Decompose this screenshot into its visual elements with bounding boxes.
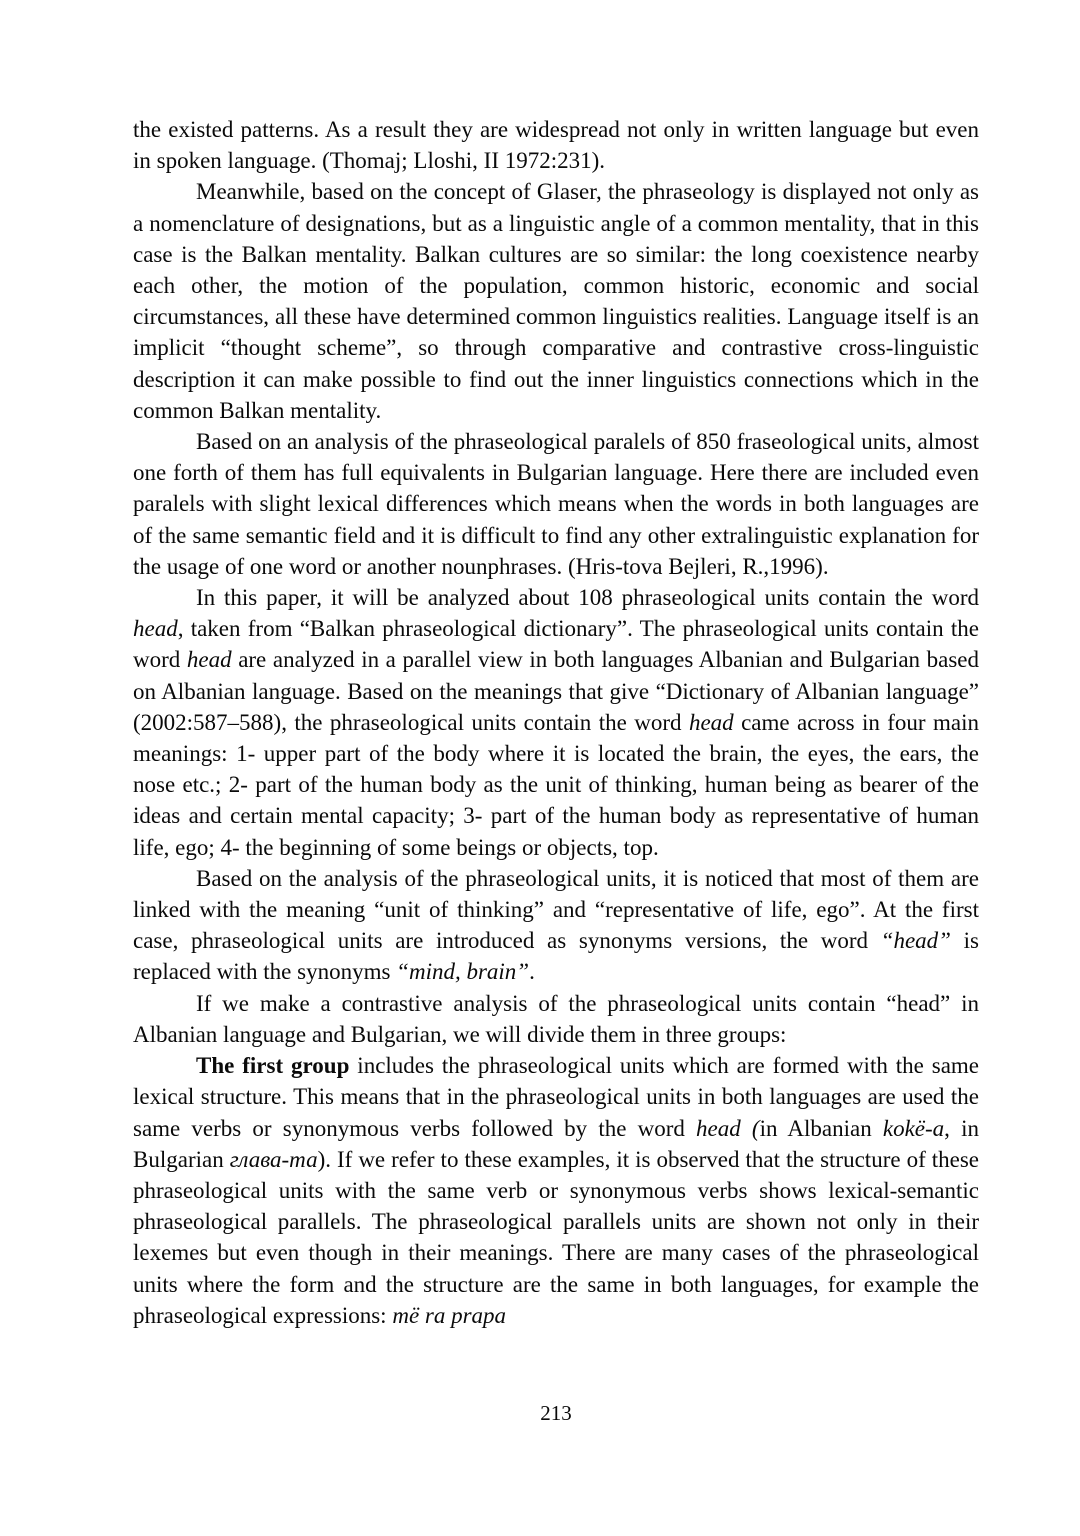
text-run: includes the phraseological units which are formed with the same lexical structure. This means that in the phraseological units in both languages are used the same verbs or synonymous verbs followed by the word bbox=[133, 1053, 979, 1141]
page-number: 213 bbox=[540, 1401, 572, 1425]
italic-text-run: head ( bbox=[696, 1115, 760, 1141]
text-run: If we make a contrastive analysis of the phraseological units contain “head” in Albanian language and Bulgarian, we will divide them in three groups: bbox=[133, 990, 979, 1047]
text-run: in Albanian bbox=[759, 1115, 883, 1141]
text-run: , taken from “Balkan phraseological dictionary”. The phraseological units contain the word bbox=[133, 616, 979, 673]
page-body-text bbox=[133, 114, 979, 1331]
italic-text-run: глава-та bbox=[229, 1146, 318, 1172]
italic-text-run: “mind, brain” bbox=[396, 959, 530, 985]
text-run: , in Bulgarian bbox=[133, 1115, 979, 1172]
text-run: Based on the analysis of the phraseological units, it is noticed that most of them are linked with the meaning “unit of thinking” and “representative of life, ego”. At the first case, phraseological units are introduced as synonyms versions, the word bbox=[133, 865, 979, 954]
italic-text-run: më ra prapa bbox=[392, 1302, 507, 1328]
text-run: are analyzed in a parallel view in both languages Albanian and Bulgarian based on Albanian language. Based on the meanings that give “Dictionary of Albanian language” (2002:587–588), the phraseological units contain the word bbox=[133, 647, 979, 735]
paragraph bbox=[133, 863, 979, 988]
text-run: is replaced with the synonyms bbox=[133, 928, 979, 985]
text-run: In this paper, it will be analyzed about 108 phraseological units contain the word bbox=[196, 585, 979, 611]
text-run: ). If we refer to these examples, it is observed that the structure of these phraseological units with the same verb or synonymous verbs shows lexical-semantic phraseological parallels. The phraseological parallels units are shown not only in their lexemes but even though in their meanings. There are many cases of the phraseological units where the form and the structure are the same in both languages, for example the phraseological expressions: bbox=[133, 1146, 979, 1328]
paragraph bbox=[133, 176, 979, 426]
paragraph bbox=[133, 988, 979, 1050]
paragraph bbox=[133, 114, 979, 176]
bold-text-run: The first group bbox=[196, 1053, 350, 1079]
text-run: Based on an analysis of the phraseological paralels of 850 fraseological units, almost one forth of them has full equivalents in Bulgarian language. Here there are included even paralels with slight lexical differences which means when the words in both languages are of the same semantic field and it is difficult to find any other extralinguistic explanation for the usage of one word or another nounphrases. (Hris-tova Bejleri, R.,1996). bbox=[133, 429, 979, 579]
italic-text-run: kokë-a bbox=[882, 1115, 945, 1141]
paragraph bbox=[133, 426, 979, 582]
text-run: the existed patterns. As a result they are widespread not only in written language but even in spoken language. (Thomaj; Lloshi, II 1972:231). bbox=[133, 117, 979, 174]
italic-text-run: “head” bbox=[880, 928, 951, 954]
paragraph bbox=[133, 1050, 979, 1331]
italic-text-run: head bbox=[186, 647, 232, 673]
text-run: Meanwhile, based on the concept of Glaser, the phraseology is displayed not only as a nomenclature of designations, but as a linguistic angle of a common mentality, that in this case is the Balkan mentality. Balkan cultures are so similar: the long coexistence nearby each other, the motion of the population, common historic, economic and social circumstances, all these have determined common linguistics realities. Language itself is an implicit “thought scheme”, so through comparative and contrastive cross-linguistic description it can make possible to find out the inner linguistics connections which in the common Balkan mentality. bbox=[133, 179, 979, 423]
italic-text-run: head bbox=[133, 616, 178, 642]
text-run: . bbox=[529, 959, 535, 985]
italic-text-run: head bbox=[688, 709, 734, 735]
paragraph bbox=[133, 582, 979, 863]
text-run: came across in four main meanings: 1- upper part of the body where it is located the brain, the eyes, the ears, the nose etc.; 2- part of the human body as the unit of thinking, human being as bearer of the ideas and certain mental capacity; 3- part of the human body as representative of human life, ego; 4- the beginning of some beings or objects, top. bbox=[133, 709, 979, 860]
